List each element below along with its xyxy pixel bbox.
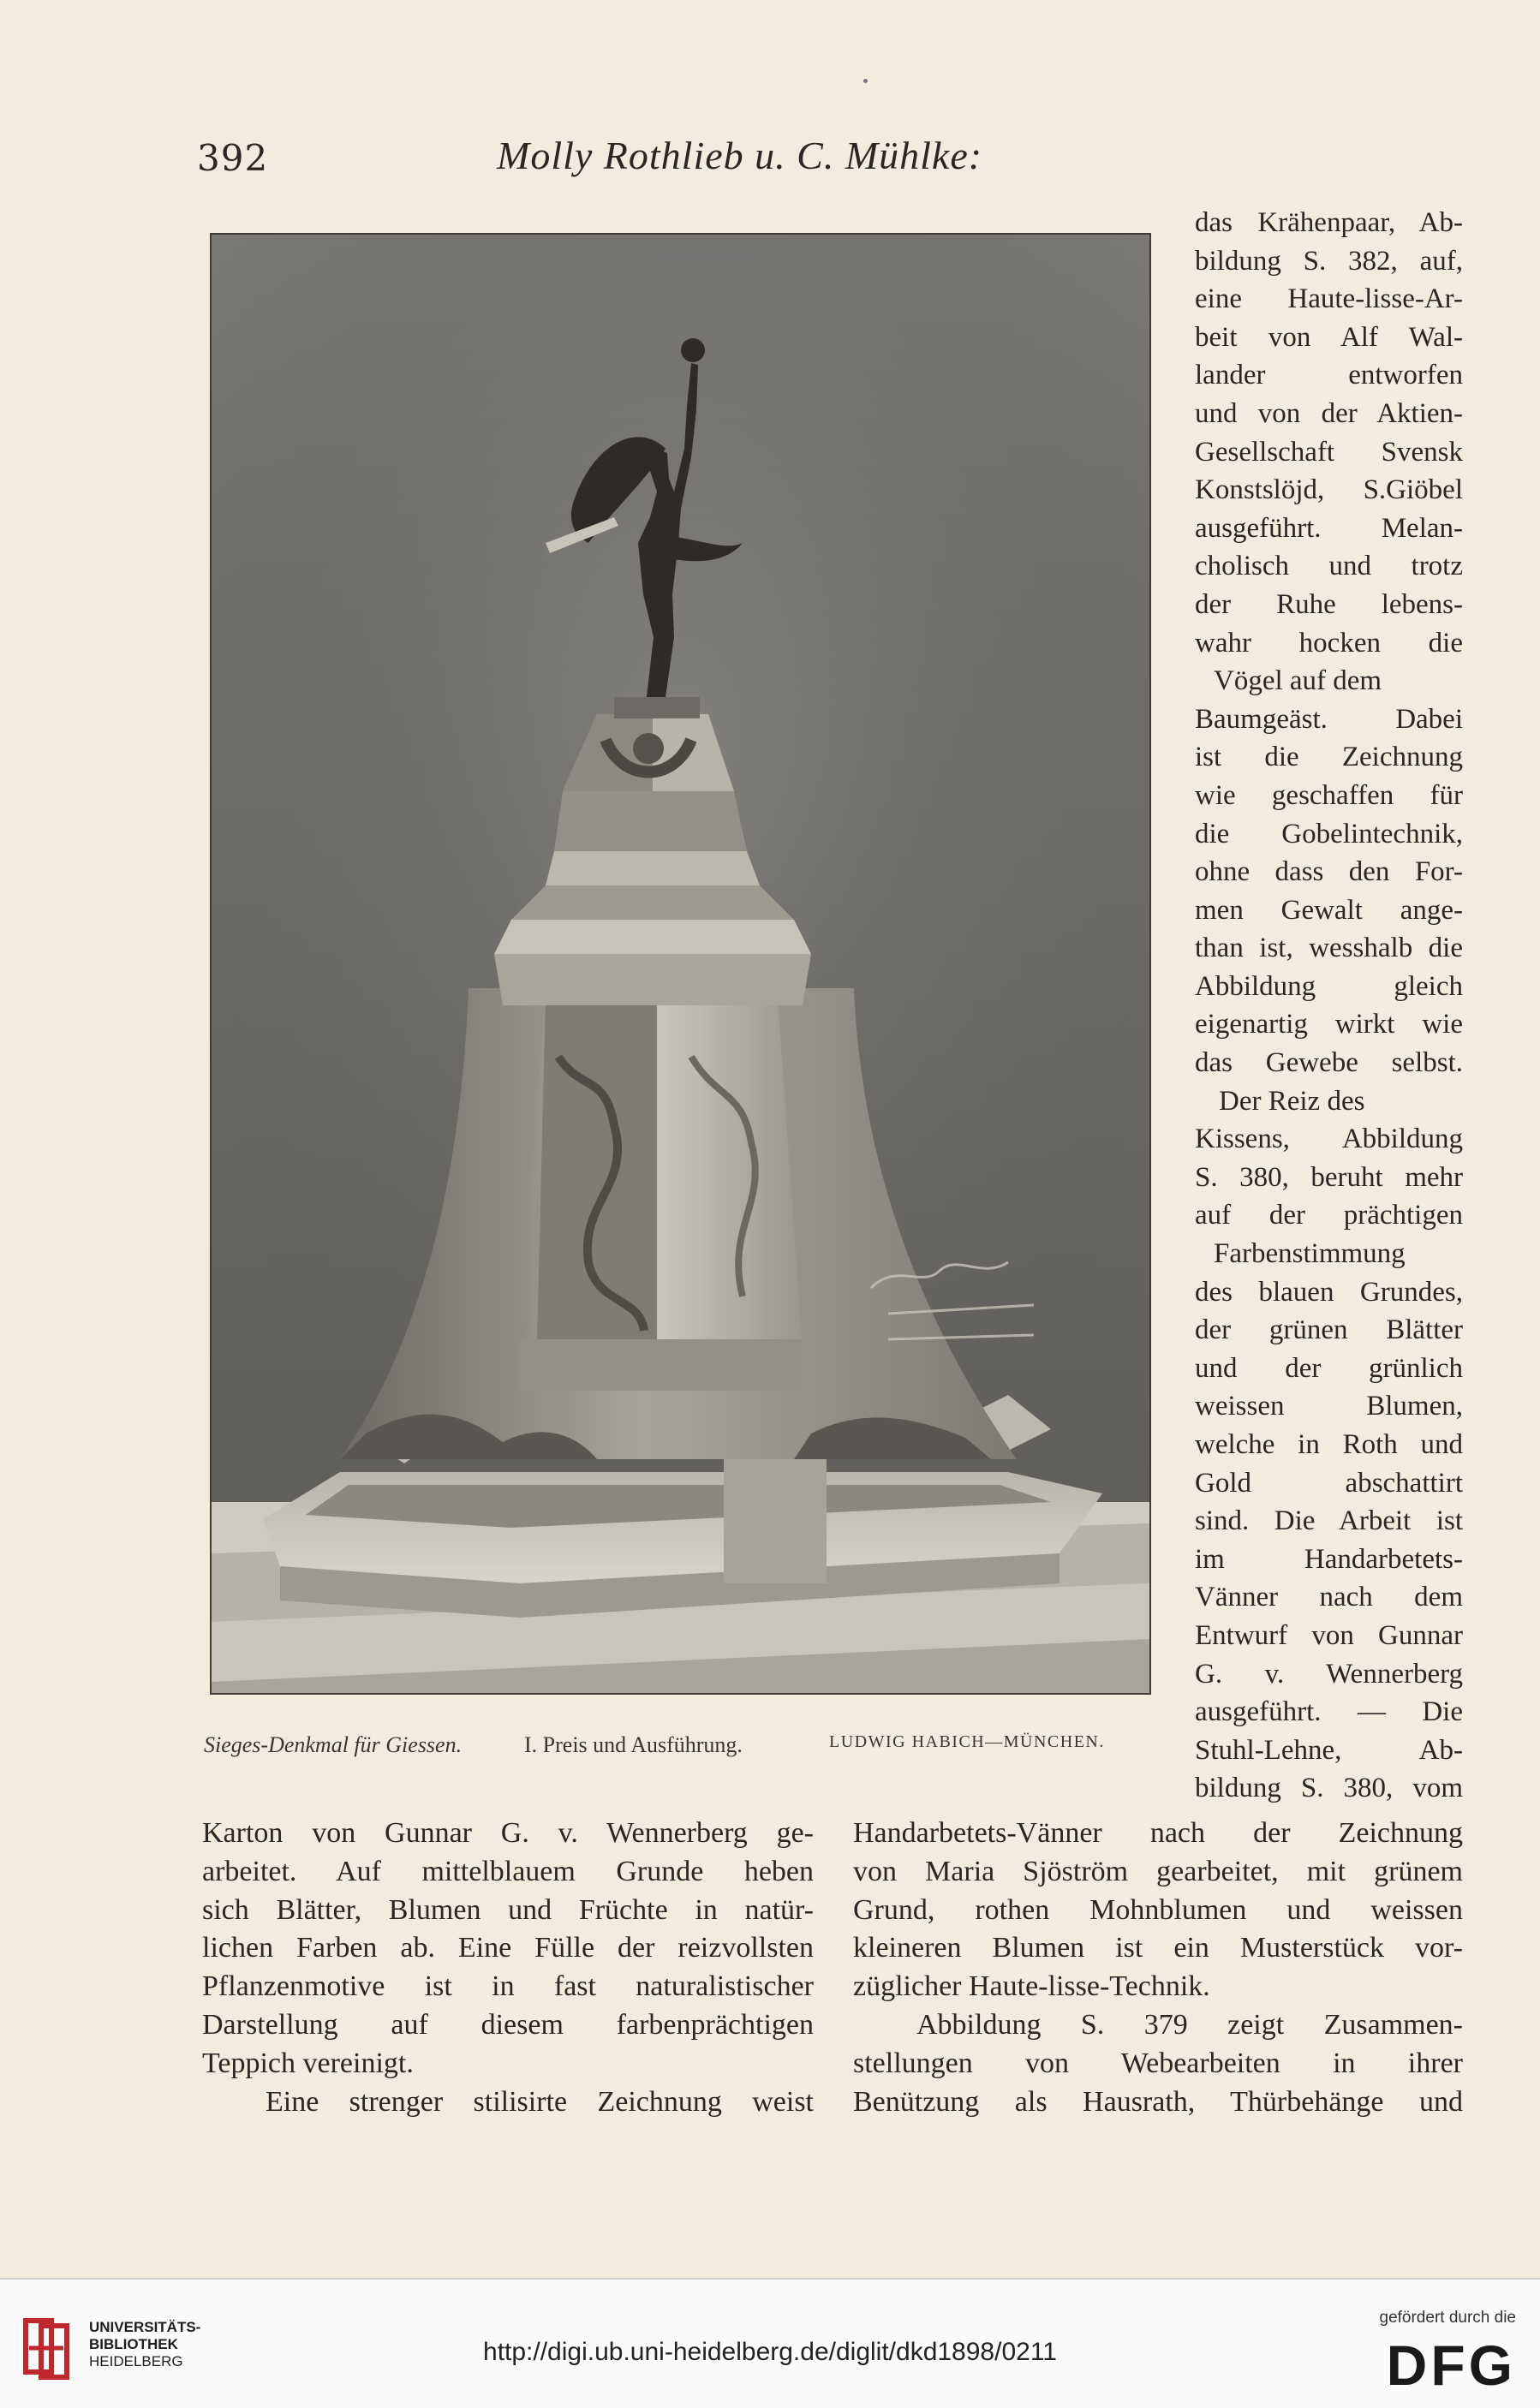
text-line: Karton von Gunnar G. v. Wennerberg ge- — [202, 1817, 814, 1849]
library-name-line: UNIVERSITÄTS- — [89, 2319, 201, 2335]
text-line: Grund, rothen Mohnblumen und weissen — [853, 1893, 1463, 1926]
text-line: wie geschaffen für — [1195, 779, 1463, 811]
text-line: das Krähenpaar, Ab- — [1195, 207, 1463, 238]
text-line: und der grünlich — [1195, 1352, 1463, 1384]
text-line: der Ruhe lebens- — [1195, 588, 1463, 620]
text-line: Pflanzenmotive ist in fast naturalistischer — [202, 1970, 814, 2003]
text-line: Benützung als Hausrath, Thürbehänge und — [853, 2085, 1463, 2118]
text-line: Stuhl-Lehne, Ab- — [1195, 1734, 1463, 1766]
text-line: der grünen Blätter — [1195, 1314, 1463, 1346]
text-line: Kissens, Abbildung — [1195, 1124, 1463, 1155]
text-line: von Maria Sjöström gearbeitet, mit grünem — [853, 1855, 1463, 1887]
text-line: lander entworfen — [1195, 360, 1463, 391]
text-line: Entwurf von Gunnar — [1195, 1619, 1463, 1651]
text-line: und von der Aktien- — [1195, 397, 1463, 429]
text-line: auf der prächtigen — [1195, 1200, 1463, 1231]
text-line: sind. Die Arbeit ist — [1195, 1505, 1463, 1537]
text-line: men Gewalt ange- — [1195, 894, 1463, 926]
page-number: 392 — [197, 137, 269, 179]
text-line: Darstellung auf diesem farbenprächtigen — [202, 2008, 814, 2041]
text-line: bildung S. 382, auf, — [1195, 245, 1463, 277]
text-line: stellungen von Webearbeiten in ihrer — [853, 2047, 1463, 2079]
page-speck — [863, 79, 868, 83]
monument-illustration — [212, 235, 1149, 1693]
figure-caption-prize: I. Preis und Ausführung. — [524, 1732, 743, 1757]
permalink-url[interactable]: http://digi.ub.uni-heidelberg.de/diglit/dkd1898/0211 — [483, 2338, 1057, 2366]
text-line: ohne dass den For- — [1195, 856, 1463, 888]
running-title: Molly Rothlieb u. C. Mühlke: — [497, 134, 983, 177]
text-line: Eine strenger stilisirte Zeichnung weist — [266, 2085, 814, 2118]
text-line: weissen Blumen, — [1195, 1391, 1463, 1422]
library-name-line: BIBLIOTHEK — [89, 2336, 178, 2352]
text-line: ausgeführt. Melan- — [1195, 512, 1463, 544]
text-line: im Handarbetets- — [1195, 1543, 1463, 1575]
text-line: than ist, wesshalb die — [1195, 933, 1463, 964]
figure-caption-title: Sieges-Denkmal für Giessen. — [204, 1732, 463, 1757]
bottom-right-text-column — [853, 1815, 1463, 2121]
text-line: Handarbetets-Vänner nach der Zeichnung — [853, 1817, 1463, 1849]
text-line: Abbildung S. 379 zeigt Zusammen- — [916, 2008, 1463, 2041]
text-line: eigenartig wirkt wie — [1195, 1009, 1463, 1040]
funding-label: gefördert durch die — [1379, 2309, 1516, 2327]
text-line: Baumgeäst. Dabei — [1195, 703, 1463, 735]
text-line: lichen Farben ab. Eine Fülle der reizvollsten — [202, 1932, 814, 1964]
text-line: Farbenstimmung — [1214, 1238, 1406, 1270]
digitization-footer — [0, 2278, 1540, 2408]
text-line: kleineren Blumen ist ein Musterstück vor- — [853, 1932, 1463, 1964]
bottom-left-text-column — [202, 1815, 814, 2121]
text-line: wahr hocken die — [1195, 627, 1463, 659]
text-line: Gesellschaft Svensk — [1195, 436, 1463, 468]
text-line: G. v. Wennerberg — [1195, 1658, 1463, 1690]
text-line: S. 380, beruht mehr — [1195, 1161, 1463, 1193]
text-line: welche in Roth und — [1195, 1429, 1463, 1460]
figure-caption-artist: LUDWIG HABICH—MÜNCHEN. — [829, 1732, 1105, 1751]
text-line: Konstslöjd, S.Giöbel — [1195, 474, 1463, 506]
dfg-logo: DFG — [1386, 2333, 1516, 2397]
text-line: eine Haute-lisse-Ar- — [1195, 283, 1463, 315]
monument-photograph — [210, 233, 1151, 1695]
text-line: ausgeführt. — Die — [1195, 1696, 1463, 1728]
text-line: arbeitet. Auf mittelblauem Grunde heben — [202, 1855, 814, 1887]
text-line: des blauen Grundes, — [1195, 1276, 1463, 1308]
right-text-column — [1195, 204, 1463, 1808]
text-line: Vänner nach dem — [1195, 1582, 1463, 1613]
text-line: Gold abschattirt — [1195, 1467, 1463, 1499]
text-line: cholisch und trotz — [1195, 551, 1463, 582]
text-line: Teppich vereinigt. — [202, 2047, 414, 2079]
text-line: das Gewebe selbst. — [1195, 1047, 1463, 1079]
text-line: bildung S. 380, vom — [1195, 1773, 1463, 1804]
text-line: Abbildung gleich — [1195, 970, 1463, 1002]
text-line: Der Reiz des — [1219, 1085, 1365, 1117]
library-name-line: HEIDELBERG — [89, 2353, 183, 2369]
text-line: Vögel auf dem — [1214, 665, 1382, 697]
text-line: ist die Zeichnung — [1195, 742, 1463, 773]
text-line: sich Blätter, Blumen und Früchte in natür- — [202, 1893, 814, 1926]
text-line: beit von Alf Wal- — [1195, 321, 1463, 353]
text-line: züglicher Haute-lisse-Technik. — [853, 1970, 1210, 2003]
text-line: die Gobelintechnik, — [1195, 818, 1463, 849]
